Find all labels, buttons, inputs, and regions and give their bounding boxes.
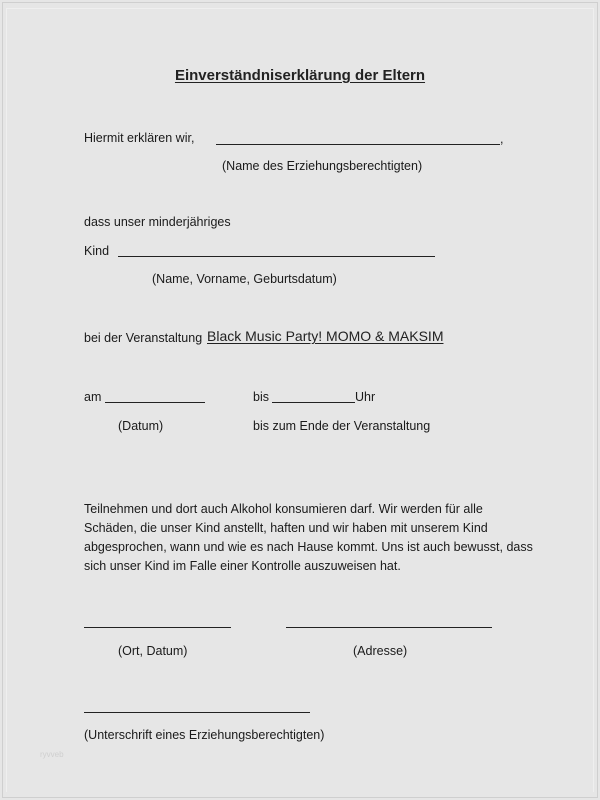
paragraph-line: abgesprochen, wann und wie es nach Hause kommt. Uns ist auch bewusst, dass	[84, 540, 533, 554]
signature-field[interactable]	[84, 712, 310, 713]
paragraph-line: Teilnehmen und dort auch Alkohol konsumieren darf. Wir werden für alle	[84, 502, 483, 516]
declare-prefix: Hiermit erklären wir,	[84, 131, 195, 145]
event-prefix: bei der Veranstaltung	[84, 331, 203, 345]
child-label: Kind	[84, 244, 110, 258]
address-field[interactable]	[286, 627, 492, 628]
child-caption: (Name, Vorname, Geburtsdatum)	[152, 272, 337, 286]
document-title	[0, 67, 600, 84]
guardian-name-caption: (Name des Erziehungsberechtigten)	[222, 159, 423, 173]
am-label: am	[84, 390, 102, 404]
watermark: ryvveb	[40, 750, 64, 759]
consent-paragraph	[84, 500, 544, 576]
guardian-name-field[interactable]	[216, 144, 500, 145]
bis-label: bis	[253, 390, 269, 404]
event-name: Black Music Party! MOMO & MAKSIM	[207, 328, 444, 344]
date-field[interactable]	[105, 402, 205, 403]
paragraph-line: sich unser Kind im Falle einer Kontrolle auszuweisen hat.	[84, 559, 401, 573]
minor-text: dass unser minderjähriges	[84, 215, 231, 229]
uhr-label: Uhr	[355, 390, 376, 404]
place-date-field[interactable]	[84, 627, 231, 628]
declare-suffix: ,	[500, 132, 504, 146]
paragraph-line: Schäden, die unser Kind anstellt, haften und wir haben mit unserem Kind	[84, 521, 488, 535]
time-field[interactable]	[272, 402, 355, 403]
date-caption: (Datum)	[118, 419, 164, 433]
place-date-caption: (Ort, Datum)	[118, 644, 188, 658]
title-text: Einverständniserklärung der Eltern	[174, 67, 426, 84]
signature-caption: (Unterschrift eines Erziehungsberechtigten)	[84, 728, 325, 742]
until-end-caption: bis zum Ende der Veranstaltung	[253, 419, 431, 433]
address-caption: (Adresse)	[353, 644, 408, 658]
child-name-field[interactable]	[118, 256, 435, 257]
